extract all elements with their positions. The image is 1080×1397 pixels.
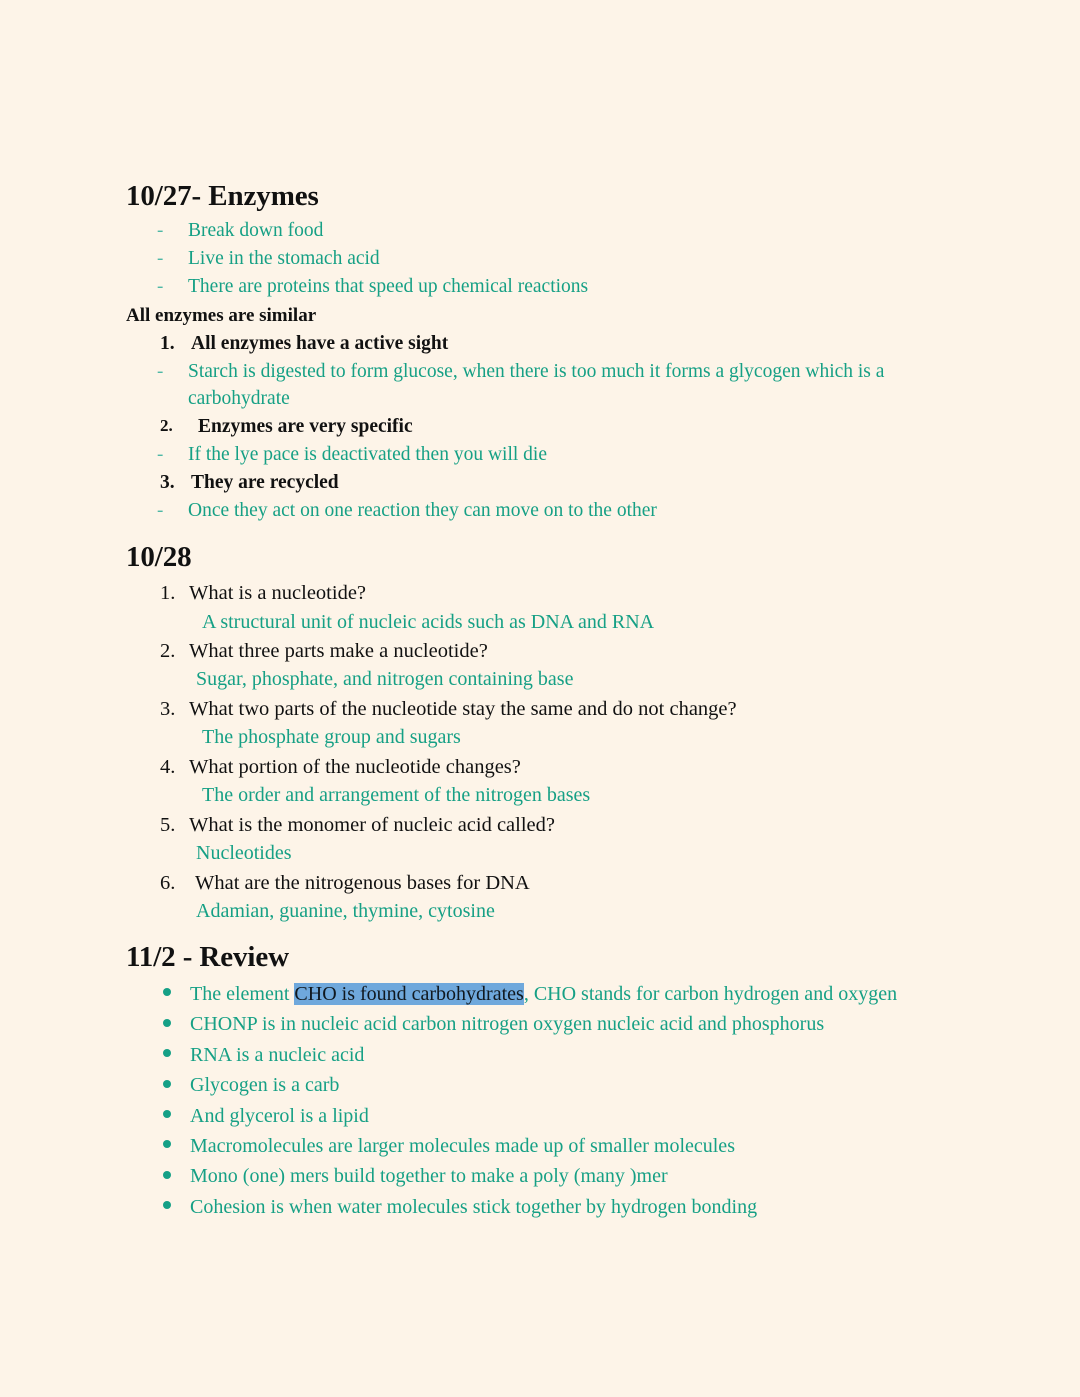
- bullet-item: [126, 1041, 980, 1069]
- number-marker: 3.: [160, 471, 175, 493]
- question-item: [126, 695, 980, 723]
- answer-text: Sugar, phosphate, and nitrogen containing base: [196, 668, 574, 691]
- bullet-dot-icon: [163, 1171, 171, 1179]
- number-marker: 1.: [160, 582, 176, 605]
- bullet-item-text: And glycerol is a lipid: [190, 1104, 369, 1127]
- bullet-item: [126, 1162, 980, 1190]
- answer-text: A structural unit of nucleic acids such as DNA and RNA: [202, 610, 655, 633]
- bullet-marker: [163, 1010, 190, 1038]
- list-item: [126, 442, 980, 469]
- bullet-item-text: [190, 980, 980, 1008]
- number-marker: 4.: [160, 755, 176, 778]
- dash-marker: -: [157, 276, 164, 298]
- question-text: What is the monomer of nucleic acid called?: [189, 813, 555, 836]
- dash-marker: -: [157, 361, 164, 383]
- bullet-marker: [163, 980, 190, 1008]
- list-item: [126, 359, 980, 413]
- bullet-item-text: RNA is a nucleic acid: [190, 1043, 365, 1066]
- dash-marker: -: [157, 499, 164, 521]
- bullet-item: [126, 1010, 980, 1038]
- dash-marker: -: [157, 248, 164, 270]
- bullet-dot-icon: [163, 1019, 171, 1027]
- bullet-marker: [163, 1193, 190, 1221]
- dash-marker: -: [157, 444, 164, 466]
- bullet-marker: [163, 1132, 190, 1160]
- question-text: What two parts of the nucleotide stay the same and do not change?: [189, 697, 737, 720]
- list-item-text: Live in the stomach acid: [188, 248, 380, 270]
- question-item: [126, 811, 980, 839]
- numbered-item: [126, 470, 980, 497]
- section-heading-review: 11/2 - Review: [126, 941, 290, 974]
- numbered-item: [126, 331, 980, 358]
- number-marker: 5.: [160, 813, 176, 836]
- dash-marker: -: [157, 220, 164, 242]
- answer-text: The phosphate group and sugars: [202, 726, 461, 749]
- bullet-dot-icon: [163, 988, 171, 996]
- bullet-item: [126, 1193, 980, 1221]
- list-item: [126, 218, 980, 245]
- bullet-marker: [163, 1102, 190, 1130]
- number-marker: 3.: [160, 697, 176, 720]
- question-item: [126, 753, 980, 781]
- question-item: [126, 869, 980, 897]
- list-item-text: If the lye pace is deactivated then you will die: [188, 444, 547, 466]
- bullet-marker: [163, 1041, 190, 1069]
- list-item-text: Break down food: [188, 220, 324, 242]
- bullet-item-text: CHONP is in nucleic acid carbon nitrogen oxygen nucleic acid and phosphorus: [190, 1013, 825, 1036]
- bullet-dot-icon: [163, 1201, 171, 1209]
- numbered-item-text: All enzymes have a active sight: [191, 333, 449, 355]
- numbered-item-text: They are recycled: [191, 471, 339, 493]
- numbered-item: [126, 414, 980, 441]
- bullet-item: [126, 980, 980, 1008]
- section-heading-1028: 10/28: [126, 540, 192, 573]
- question-text: What is a nucleotide?: [189, 582, 367, 605]
- highlighted-text: CHO is found carbohydrates: [294, 982, 524, 1005]
- answer-text: Nucleotides: [196, 842, 292, 864]
- question-item: [126, 579, 980, 607]
- bullet-text-before: The element: [190, 982, 295, 1005]
- bullet-item: [126, 1102, 980, 1130]
- bullet-item-text: Cohesion is when water molecules stick together by hydrogen bonding: [190, 1195, 758, 1218]
- bullet-dot-icon: [163, 1140, 171, 1148]
- number-marker: 2.: [160, 640, 176, 663]
- bullet-dot-icon: [163, 1110, 171, 1118]
- answer-text: Adamian, guanine, thymine, cytosine: [196, 899, 495, 922]
- question-text: What are the nitrogenous bases for DNA: [195, 871, 530, 894]
- question-text: What three parts make a nucleotide?: [189, 640, 488, 663]
- number-marker: 6.: [160, 871, 176, 894]
- bullet-item-text: Macromolecules are larger molecules made up of smaller molecules: [190, 1134, 735, 1157]
- question-item: [126, 637, 980, 665]
- list-item: [126, 274, 980, 301]
- bullet-item-text: Mono (one) mers build together to make a poly (many )mer: [190, 1165, 668, 1188]
- bullet-dot-icon: [163, 1080, 171, 1088]
- list-item-text: Starch is digested to form glucose, when there is too much it forms a glycogen which is a carbohydrate: [188, 361, 885, 410]
- bullet-marker: [163, 1162, 190, 1190]
- subheading-all-enzymes-are-similar: All enzymes are similar: [126, 305, 317, 327]
- bullet-text-after: , CHO stands for carbon hydrogen and oxygen: [523, 982, 898, 1005]
- list-item-text: Once they act on one reaction they can move on to the other: [188, 499, 657, 521]
- bullet-item: [126, 1132, 980, 1160]
- bullet-marker: [163, 1071, 190, 1099]
- question-text: What portion of the nucleotide changes?: [189, 755, 521, 778]
- list-item-text: There are proteins that speed up chemical reactions: [188, 276, 589, 298]
- number-marker: 1.: [160, 333, 175, 355]
- list-item: [126, 246, 980, 273]
- list-item: [126, 498, 980, 525]
- section-heading-enzymes: 10/27- Enzymes: [126, 180, 319, 212]
- bullet-dot-icon: [163, 1049, 171, 1057]
- bullet-item-text: Glycogen is a carb: [190, 1074, 340, 1097]
- answer-text: The order and arrangement of the nitrogen bases: [202, 784, 591, 807]
- numbered-item-text: Enzymes are very specific: [198, 416, 413, 438]
- bullet-item: [126, 1071, 980, 1099]
- number-marker: 2.: [160, 416, 173, 436]
